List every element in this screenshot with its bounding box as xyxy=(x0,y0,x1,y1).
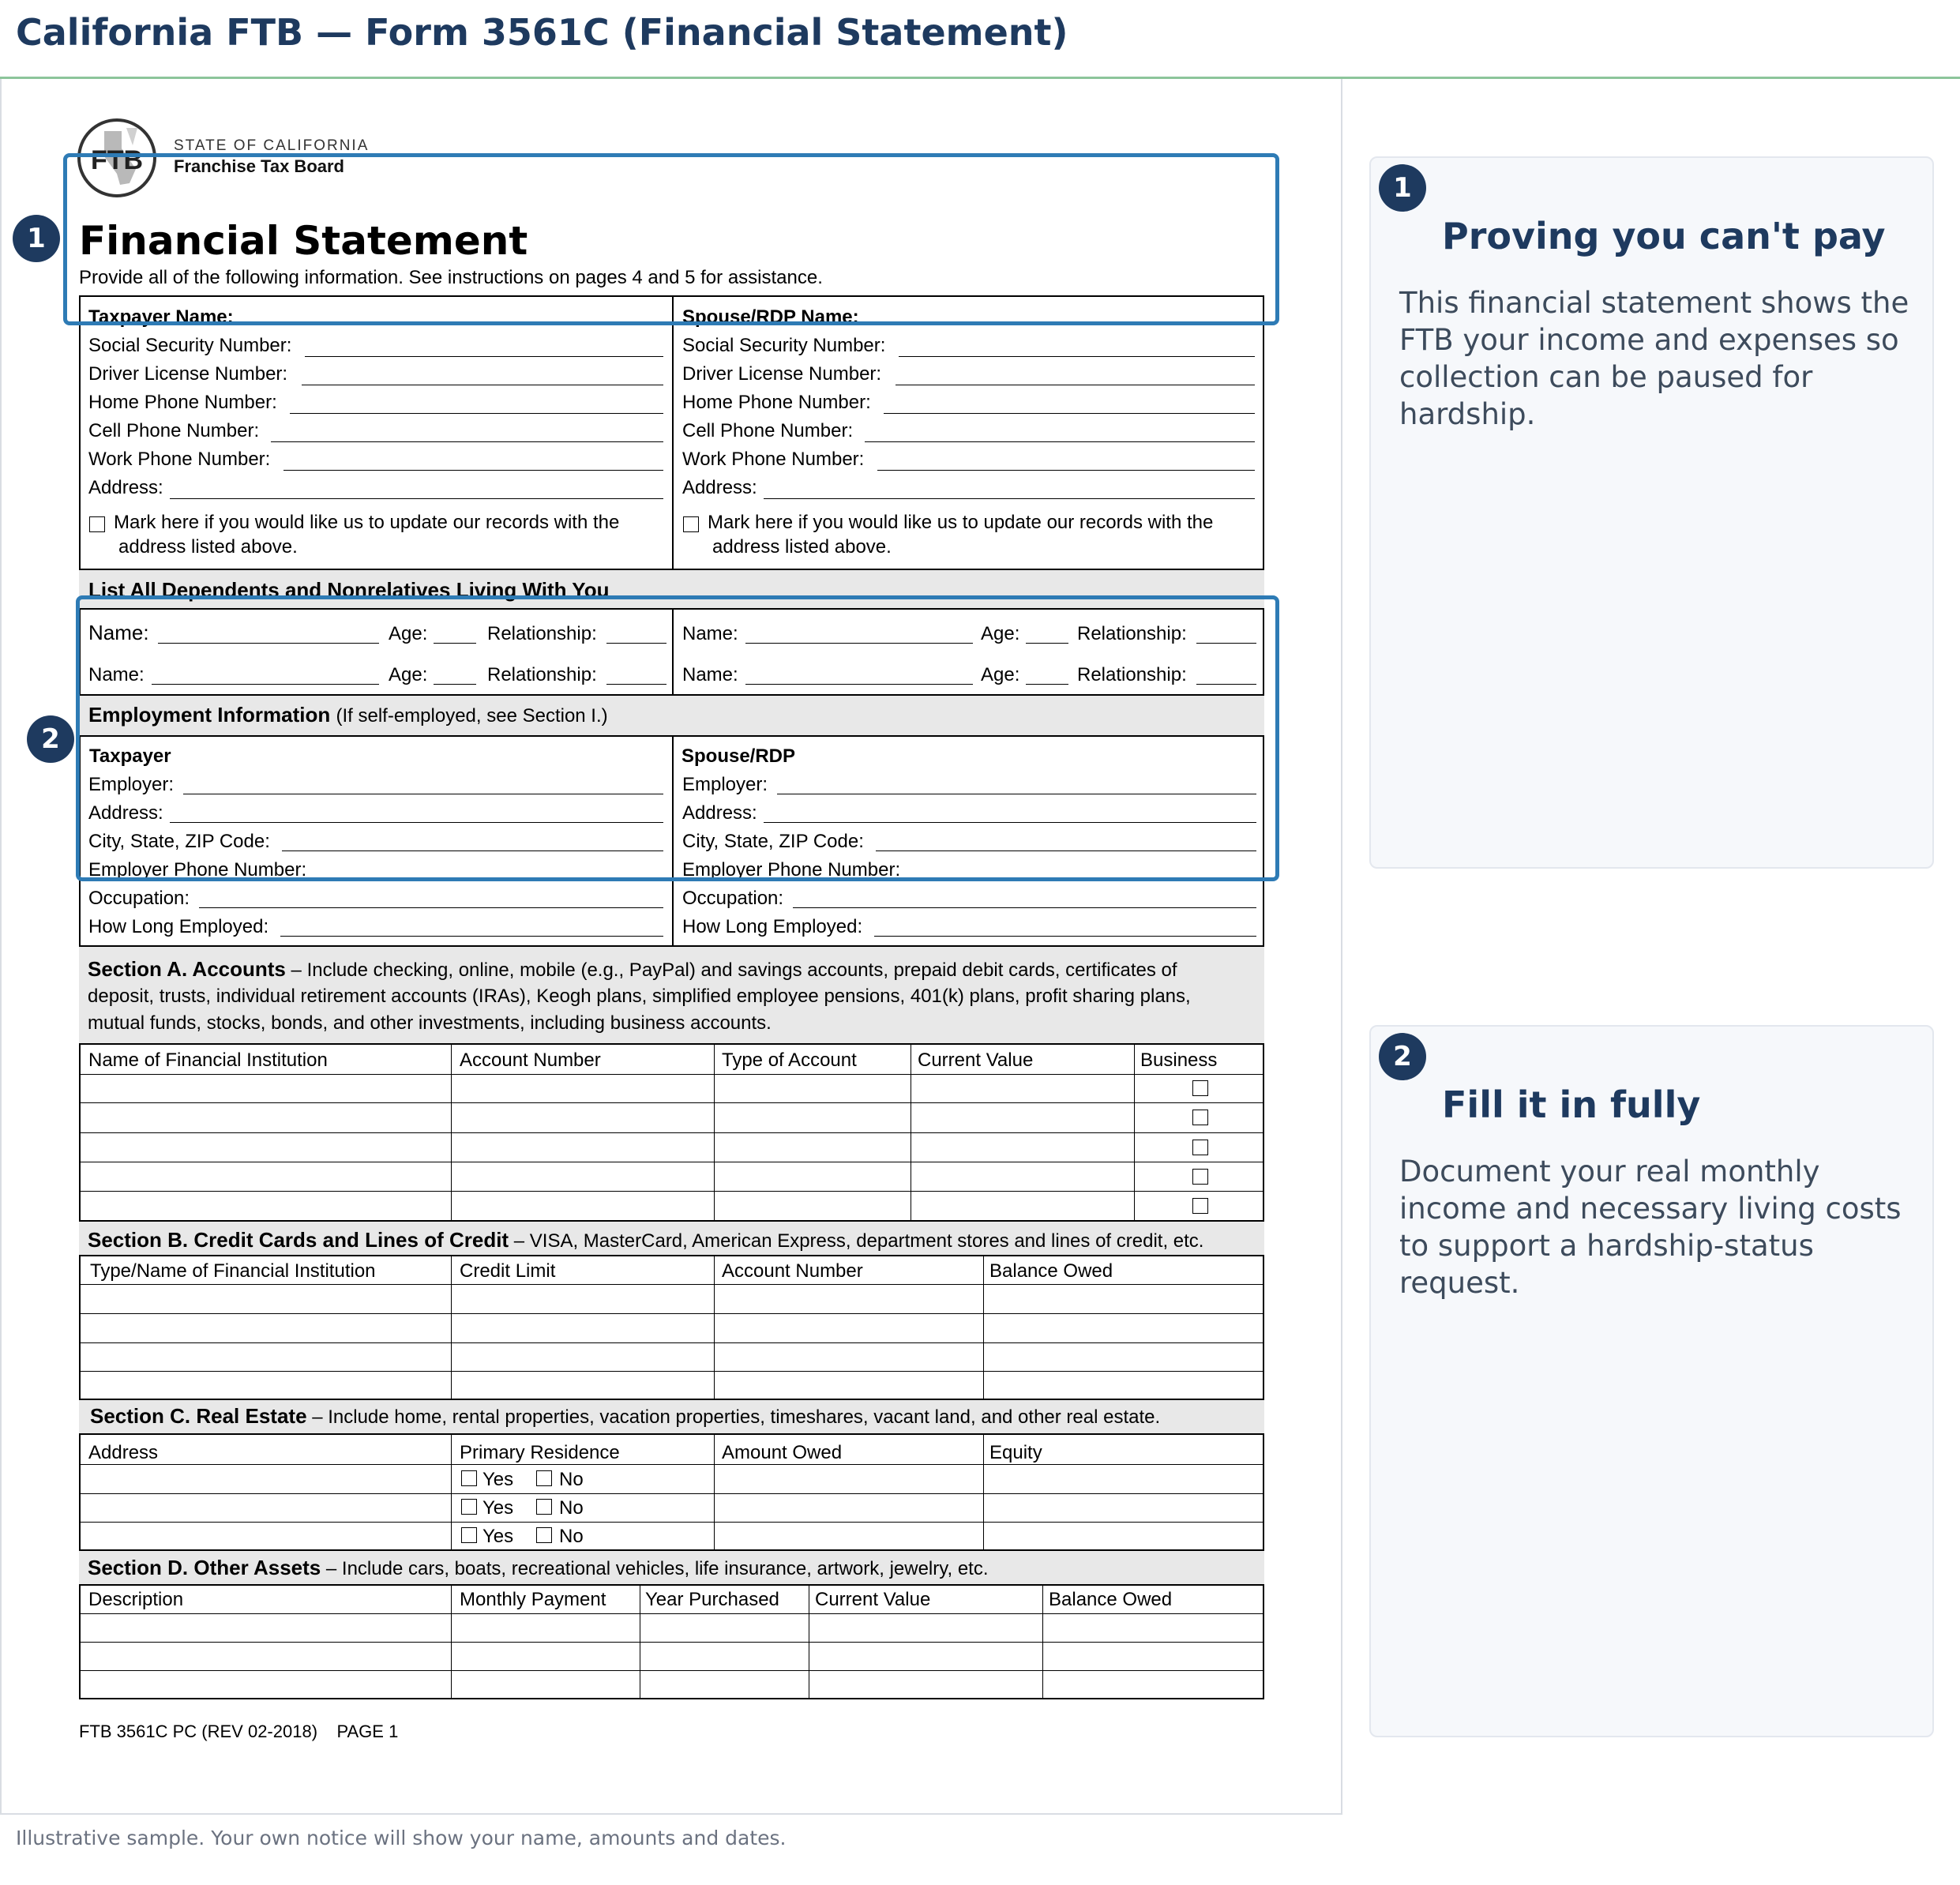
taxpayer-update-text-1: Mark here if you would like us to update our records with the xyxy=(114,512,620,533)
spouse-cell-phone-label: Cell Phone Number: xyxy=(682,420,854,441)
table-col-rule xyxy=(1134,1045,1135,1220)
dependent-age-label: Age: xyxy=(981,664,1020,685)
taxpayer-home-phone-field[interactable] xyxy=(290,413,663,414)
spouse-emp-phone-label: Employer Phone Number: xyxy=(682,859,901,881)
footer-note: Illustrative sample. Your own notice will show your name, amounts and dates. xyxy=(16,1827,787,1849)
section-b-col-balance: Balance Owed xyxy=(989,1260,1113,1282)
dependent-relationship-label: Relationship: xyxy=(1077,664,1187,685)
table-rule xyxy=(79,1313,1264,1314)
highlight-box-2 xyxy=(76,595,1279,881)
panel-badge-1: 1 xyxy=(1379,164,1426,212)
spouse-address-label: Address: xyxy=(682,477,757,498)
table-rule xyxy=(79,1613,1264,1614)
spouse-how-long-field[interactable] xyxy=(874,936,1256,937)
section-d-title-text: Section D. Other Assets xyxy=(88,1556,321,1579)
spouse-city-label: City, State, ZIP Code: xyxy=(682,831,864,852)
taxpayer-employer-label: Employer: xyxy=(88,774,175,795)
form-footer: FTB 3561C PC (REV 02-2018) PAGE 1 xyxy=(79,1722,399,1741)
dependent-name-label: Name: xyxy=(682,623,738,644)
section-b-title xyxy=(88,1228,1203,1252)
spouse-update-checkbox[interactable] xyxy=(683,516,699,532)
dependent-name-label: Name: xyxy=(88,621,149,644)
taxpayer-emp-phone-label: Employer Phone Number: xyxy=(88,859,307,881)
panel-body-2: Document your real monthly income and necessary living costs to support a hardship-status request. xyxy=(1399,1155,1902,1300)
table-col-rule xyxy=(451,1586,452,1699)
taxpayer-cell-phone-label: Cell Phone Number: xyxy=(88,420,260,441)
table-rule xyxy=(79,1371,1264,1372)
section-d-col-year: Year Purchased xyxy=(645,1589,779,1610)
document-title: Financial Statement xyxy=(79,218,528,264)
taxpayer-occupation-label: Occupation: xyxy=(88,888,190,909)
taxpayer-address-field[interactable] xyxy=(170,498,663,499)
spouse-ssn-label: Social Security Number: xyxy=(682,335,886,356)
primary-no-checkbox[interactable] xyxy=(536,1527,552,1543)
table-rule xyxy=(79,1191,1264,1192)
section-a-title xyxy=(88,957,1177,982)
table-col-rule xyxy=(1042,1586,1043,1699)
taxpayer-home-phone-label: Home Phone Number: xyxy=(88,392,277,413)
taxpayer-occupation-field[interactable] xyxy=(199,907,663,908)
spouse-cell-phone-field[interactable] xyxy=(865,441,1255,442)
taxpayer-update-text-2: address listed above. xyxy=(118,536,298,558)
dependent-name-label: Name: xyxy=(88,664,145,685)
section-c-desc: – Include home, rental properties, vacation properties, timeshares, vacant land, and other real estate. xyxy=(306,1406,1161,1428)
table-rule xyxy=(79,1522,1264,1523)
business-checkbox[interactable] xyxy=(1192,1198,1208,1214)
spouse-update-text-2: address listed above. xyxy=(712,536,892,558)
spouse-name-label: Spouse/RDP Name: xyxy=(682,306,859,328)
state-line: STATE OF CALIFORNIA xyxy=(174,137,370,154)
dependent-relationship-label: Relationship: xyxy=(487,623,597,644)
taxpayer-emp-address-label: Address: xyxy=(88,802,163,824)
board-line: Franchise Tax Board xyxy=(174,156,344,176)
table-rule xyxy=(79,1670,1264,1671)
spouse-how-long-label: How Long Employed: xyxy=(682,916,863,937)
section-a-desc-3: mutual funds, stocks, bonds, and other investments, including business accounts. xyxy=(88,1012,772,1034)
spouse-emp-address-label: Address: xyxy=(682,802,757,824)
primary-no-checkbox[interactable] xyxy=(536,1499,552,1515)
callout-badge-1: 1 xyxy=(13,215,60,262)
taxpayer-name-label: Taxpayer Name: xyxy=(88,306,234,328)
taxpayer-city-label: City, State, ZIP Code: xyxy=(88,831,270,852)
section-c-title xyxy=(90,1404,1160,1429)
dependent-age-label: Age: xyxy=(981,623,1020,644)
section-a-col-value: Current Value xyxy=(918,1050,1034,1071)
dependents-title: List All Dependents and Nonrelatives Living With You xyxy=(88,578,610,602)
callout-panel-2 xyxy=(1369,1025,1934,1737)
table-rule xyxy=(79,1074,1264,1075)
business-checkbox[interactable] xyxy=(1192,1140,1208,1155)
taxpayer-update-checkbox[interactable] xyxy=(89,516,105,532)
panel-body-1: This financial statement shows the FTB your income and expenses so collection can be paused for hardship. xyxy=(1399,286,1909,431)
section-a-desc-1: – Include checking, online, mobile (e.g., PayPal) and savings accounts, prepaid debit cards, certificates of xyxy=(285,959,1177,981)
page-header xyxy=(0,0,1960,79)
primary-yes-checkbox[interactable] xyxy=(461,1527,477,1543)
primary-yes-label: Yes xyxy=(482,1469,514,1490)
table-col-rule xyxy=(983,1256,984,1399)
table-col-rule xyxy=(451,1045,452,1220)
taxpayer-ssn-label: Social Security Number: xyxy=(88,335,292,356)
section-c-col-equity: Equity xyxy=(989,1442,1042,1463)
primary-no-label: No xyxy=(559,1497,584,1519)
primary-yes-label: Yes xyxy=(482,1526,514,1547)
section-b-col-type: Type/Name of Financial Institution xyxy=(90,1260,376,1282)
callout-badge-2: 2 xyxy=(27,715,74,763)
dependent-relationship-label: Relationship: xyxy=(1077,623,1187,644)
spouse-update-text-1: Mark here if you would like us to update our records with the xyxy=(708,512,1214,533)
spouse-occupation-label: Occupation: xyxy=(682,888,784,909)
primary-no-label: No xyxy=(559,1469,584,1490)
employment-taxpayer-head: Taxpayer xyxy=(89,745,171,767)
section-a-col-business: Business xyxy=(1140,1050,1218,1071)
dependent-age-label: Age: xyxy=(389,664,428,685)
panel-heading-1: Proving you can't pay xyxy=(1442,215,1886,257)
dependent-name-label: Name: xyxy=(682,664,738,685)
callout-panel-1 xyxy=(1369,156,1934,869)
taxpayer-dl-label: Driver License Number: xyxy=(88,363,288,385)
section-d-col-value: Current Value xyxy=(815,1589,931,1610)
table-col-rule xyxy=(714,1256,715,1399)
dependent-relationship-label: Relationship: xyxy=(487,664,597,685)
section-c-title-text: Section C. Real Estate xyxy=(90,1404,307,1428)
section-a-title-text: Section A. Accounts xyxy=(88,957,286,981)
table-col-rule xyxy=(714,1045,715,1220)
primary-yes-checkbox[interactable] xyxy=(461,1499,477,1515)
employment-spouse-head: Spouse/RDP xyxy=(681,745,796,767)
spouse-address-field[interactable] xyxy=(764,498,1255,499)
section-c-col-address: Address xyxy=(88,1442,159,1463)
section-c-col-owed: Amount Owed xyxy=(722,1442,843,1463)
table-rule xyxy=(79,1284,1264,1285)
primary-yes-checkbox[interactable] xyxy=(461,1470,477,1486)
spouse-home-phone-label: Home Phone Number: xyxy=(682,392,871,413)
business-checkbox[interactable] xyxy=(1192,1110,1208,1125)
primary-no-checkbox[interactable] xyxy=(536,1470,552,1486)
page-title: California FTB — Form 3561C (Financial Statement) xyxy=(16,11,1068,54)
taxpayer-ssn-field[interactable] xyxy=(305,356,663,357)
panel-heading-2: Fill it in fully xyxy=(1442,1083,1701,1126)
primary-no-label: No xyxy=(559,1526,584,1547)
column-divider xyxy=(672,295,674,569)
table-col-rule xyxy=(714,1435,715,1549)
highlight-box-1 xyxy=(63,153,1279,325)
taxpayer-how-long-field[interactable] xyxy=(280,936,663,937)
taxpayer-work-phone-label: Work Phone Number: xyxy=(88,449,271,470)
section-b-desc: – VISA, MasterCard, American Express, department stores and lines of credit, etc. xyxy=(509,1230,1204,1252)
spouse-home-phone-field[interactable] xyxy=(884,413,1255,414)
employment-subtitle: (If self-employed, see Section I.) xyxy=(336,705,608,727)
section-d-col-balance: Balance Owed xyxy=(1049,1589,1173,1610)
table-col-rule xyxy=(983,1435,984,1549)
spouse-dl-label: Driver License Number: xyxy=(682,363,882,385)
logo-text: FTB xyxy=(90,145,144,175)
table-rule xyxy=(79,1132,1264,1133)
section-d-col-description: Description xyxy=(88,1589,184,1610)
table-col-rule xyxy=(451,1256,452,1399)
section-d-title xyxy=(88,1556,989,1580)
business-checkbox[interactable] xyxy=(1192,1169,1208,1185)
primary-yes-label: Yes xyxy=(482,1497,514,1519)
section-a-col-account: Account Number xyxy=(460,1050,601,1071)
table-rule xyxy=(79,1642,1264,1643)
spouse-work-phone-field[interactable] xyxy=(877,470,1255,471)
spouse-employer-label: Employer: xyxy=(682,774,768,795)
taxpayer-work-phone-field[interactable] xyxy=(283,470,663,471)
business-checkbox[interactable] xyxy=(1192,1080,1208,1096)
employment-title-text: Employment Information xyxy=(88,703,331,727)
section-a-desc-2: deposit, trusts, individual retirement accounts (IRAs), Keogh plans, simplified employee pensions, 401(k) plans, profit sharing plans, xyxy=(88,986,1191,1007)
table-rule xyxy=(79,1102,1264,1103)
spouse-ssn-field[interactable] xyxy=(899,356,1255,357)
dependent-age-label: Age: xyxy=(389,623,428,644)
spouse-occupation-field[interactable] xyxy=(793,907,1256,908)
table-col-rule xyxy=(451,1435,452,1549)
table-rule xyxy=(79,1464,1264,1465)
section-b-col-account: Account Number xyxy=(722,1260,863,1282)
section-b-title-text: Section B. Credit Cards and Lines of Credit xyxy=(88,1228,509,1252)
section-b-col-limit: Credit Limit xyxy=(460,1260,556,1282)
section-a-col-name: Name of Financial Institution xyxy=(88,1050,328,1071)
document-intro: Provide all of the following information. See instructions on pages 4 and 5 for assistance. xyxy=(79,267,823,288)
section-a-col-type: Type of Account xyxy=(722,1050,857,1071)
section-d-col-monthly: Monthly Payment xyxy=(460,1589,606,1610)
section-d-desc: – Include cars, boats, recreational vehicles, life insurance, artwork, jewelry, etc. xyxy=(321,1558,989,1579)
section-c-col-primary: Primary Residence xyxy=(460,1442,620,1463)
table-rule xyxy=(79,1342,1264,1343)
taxpayer-address-label: Address: xyxy=(88,477,163,498)
spouse-work-phone-label: Work Phone Number: xyxy=(682,449,865,470)
taxpayer-cell-phone-field[interactable] xyxy=(271,441,663,442)
panel-badge-2: 2 xyxy=(1379,1033,1426,1080)
table-rule xyxy=(79,1493,1264,1494)
taxpayer-how-long-label: How Long Employed: xyxy=(88,916,269,937)
